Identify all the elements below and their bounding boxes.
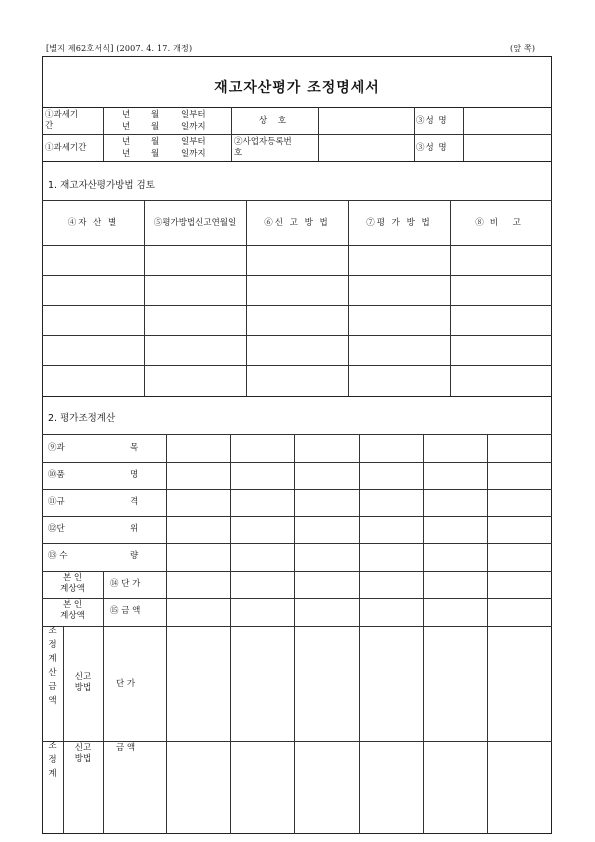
row-label-qty: ⑬ 수: [48, 551, 68, 561]
s1-line: [42, 335, 552, 336]
name-label: ③성 명: [416, 143, 448, 153]
month-label: 월: [151, 110, 160, 120]
col-remarks: ⑧비 고: [475, 218, 527, 228]
period-label: ①과세기 간: [45, 110, 79, 131]
from-label: 일부터: [181, 137, 206, 147]
s1-col-line: [348, 200, 349, 396]
s2-col-line: [166, 434, 167, 834]
row-label-item-end: 명: [130, 470, 139, 480]
s1-col-line: [450, 200, 451, 396]
s2-col-line: [423, 434, 424, 834]
page-side-label: (앞 쪽): [510, 44, 536, 53]
s1-line: [42, 200, 552, 201]
s1-line: [42, 275, 552, 276]
s2-label-line: [63, 626, 64, 834]
s1-line: [42, 365, 552, 366]
info-bottom-line: [42, 161, 552, 162]
row-label-qty-end: 량: [130, 551, 139, 561]
row-label-subject: ⑨과: [48, 443, 65, 453]
page-title: 재고자산평가 조정명세서: [214, 80, 380, 96]
s2-col-line: [487, 434, 488, 834]
s2-line: [42, 598, 552, 599]
amount-short: 금 액: [116, 743, 136, 753]
s2-line: [42, 434, 552, 435]
trade-name-label: 상 호: [258, 116, 291, 126]
s1-col-line: [144, 200, 145, 396]
month-label: 월: [151, 137, 160, 147]
info-divider: [318, 107, 319, 161]
s2-line: [42, 626, 552, 627]
s1-line: [42, 305, 552, 306]
info-top-line: [42, 107, 552, 108]
info-mid-line: [42, 134, 552, 135]
s2-line: [42, 741, 552, 742]
col-eval-method: ⑦평 가 방 법: [366, 218, 432, 228]
company-calc-label: 본 인 계상액: [60, 600, 85, 621]
biz-no-label: ②사업자등록번 호: [234, 137, 292, 158]
unit-price-label: ⑭ 단 가: [110, 579, 141, 589]
adjust-label-2: 조 정 계: [48, 741, 57, 779]
month-label: 월: [151, 149, 160, 159]
row-label-spec: ⑪규: [48, 497, 65, 507]
name-label: ③성 명: [416, 116, 448, 126]
s2-line: [42, 462, 552, 463]
report-method-label: 신고 방법: [74, 743, 92, 764]
month-label: 월: [151, 122, 160, 132]
from-label: 일부터: [181, 110, 206, 120]
form-frame: [42, 56, 552, 834]
section1-title: 1. 재고자산평가방법 검토: [48, 180, 155, 191]
info-divider: [103, 107, 104, 161]
to-label: 일까지: [181, 149, 206, 159]
s2-line: [42, 571, 552, 572]
year-label: 년: [122, 149, 131, 159]
s1-col-line: [246, 200, 247, 396]
s1-bottom-line: [42, 396, 552, 397]
s1-line: [42, 245, 552, 246]
s2-col-line: [294, 434, 295, 834]
to-label: 일까지: [181, 122, 206, 132]
row-label-item: ⑩품: [48, 470, 65, 480]
section2-title: 2. 평가조정계산: [48, 413, 116, 424]
year-label: 년: [122, 122, 131, 132]
s2-line: [42, 516, 552, 517]
col-asset: ④자 산 별: [67, 218, 119, 228]
adjust-label: 조 정 계 산 금 액: [48, 626, 57, 706]
s2-line: [42, 543, 552, 544]
info-divider: [463, 107, 464, 161]
row-label-unit-end: 위: [130, 524, 139, 534]
unit-price-short: 단 가: [116, 679, 136, 689]
form-number: [별지 제62호서식] (2007. 4. 17. 개정): [46, 44, 193, 53]
row-label-spec-end: 격: [130, 497, 139, 507]
col-report-date: ⑤평가방법신고연월일: [153, 218, 237, 228]
s2-label-line: [103, 571, 104, 834]
s2-col-line: [359, 434, 360, 834]
s2-line: [42, 489, 552, 490]
year-label: 년: [122, 137, 131, 147]
report-method-label: 신고 방법: [74, 672, 92, 693]
row-label-unit: ⑫단: [48, 524, 65, 534]
period-label: ①과세기간: [45, 143, 87, 153]
s2-col-line: [230, 434, 231, 834]
company-calc-label: 본 인 계상액: [60, 573, 85, 594]
amount-label: ⑮ 금 액: [110, 606, 141, 616]
col-report-method: ⑥신 고 방 법: [264, 218, 330, 228]
info-divider: [414, 107, 415, 161]
year-label: 년: [122, 110, 131, 120]
row-label-subject-end: 목: [130, 443, 139, 453]
